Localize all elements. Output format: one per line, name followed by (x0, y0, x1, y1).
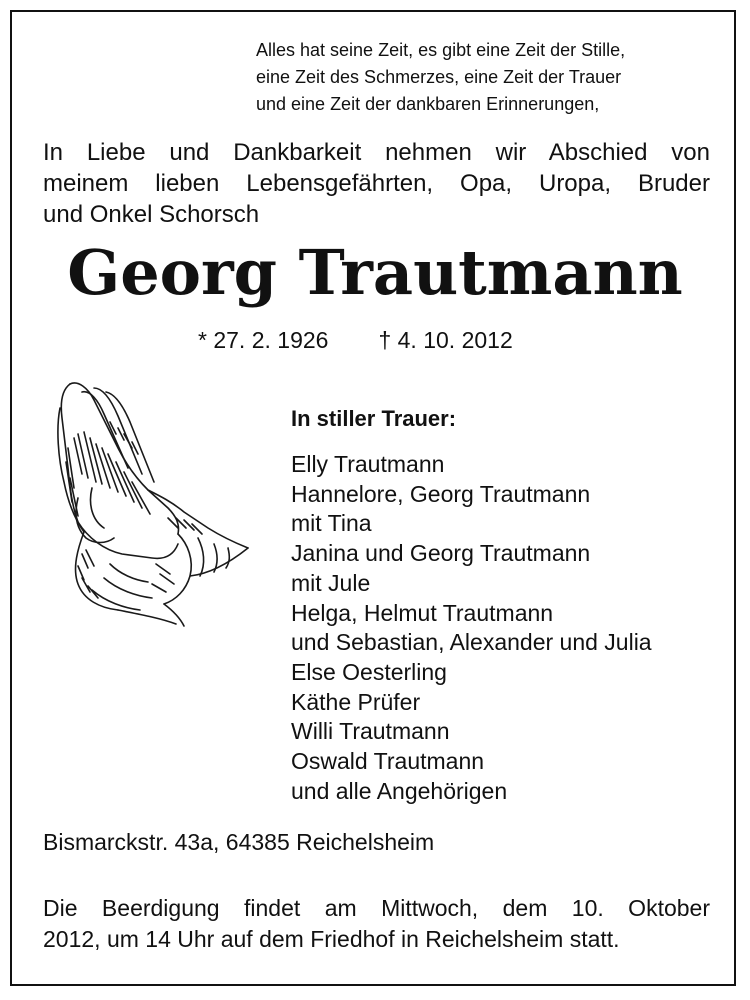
praying-hands-icon (48, 378, 253, 630)
death-date: † 4. 10. 2012 (378, 327, 513, 353)
quote-line: Alles hat seine Zeit, es gibt eine Zeit der Stille, (256, 40, 626, 60)
birth-date: * 27. 2. 1926 (198, 327, 329, 353)
mourner-name: Janina und Georg Trautmann (291, 540, 591, 567)
mourners-title: In stiller Trauer: (291, 406, 457, 431)
mourner-name: und Sebastian, Alexander und Julia (291, 629, 652, 656)
mourner-name: und alle Angehörigen (291, 777, 508, 804)
funeral-line: 2012, um 14 Uhr auf dem Friedhof in Reichelsheim statt. (43, 926, 620, 952)
mourner-name: Helga, Helmut Trautmann (291, 599, 554, 626)
mourner-name: Hannelore, Georg Trautmann (291, 480, 591, 507)
funeral-notice (43, 893, 710, 955)
quote-line: eine Zeit des Schmerzes, eine Zeit der Trauer (256, 67, 622, 87)
address: Bismarckstr. 43a, 64385 Reichelsheim (43, 829, 435, 855)
intro-text (43, 137, 710, 230)
deceased-name: Georg Trautmann (67, 236, 683, 309)
intro-line: meinem lieben Lebensgefährten, Opa, Uropa, Bruder (43, 170, 710, 197)
mourner-name: Elly Trautmann (291, 451, 445, 477)
quote-block (256, 37, 726, 118)
quote-line: und eine Zeit der dankbaren Erinnerungen, (256, 94, 600, 114)
intro-line: In Liebe und Dankbarkeit nehmen wir Abschied von (43, 139, 710, 166)
mourner-name: Käthe Prüfer (291, 688, 421, 715)
mourner-name: Willi Trautmann (291, 718, 450, 745)
life-dates (198, 324, 513, 356)
funeral-line: Die Beerdigung findet am Mittwoch, dem 10. Oktober (43, 895, 710, 921)
mourner-name: Oswald Trautmann (291, 748, 485, 775)
intro-line: und Onkel Schorsch (43, 201, 260, 228)
mourner-name: Else Oesterling (291, 658, 447, 685)
mourner-name: mit Tina (291, 510, 372, 537)
mourner-name: mit Jule (291, 569, 371, 596)
mourners-list (291, 450, 652, 806)
